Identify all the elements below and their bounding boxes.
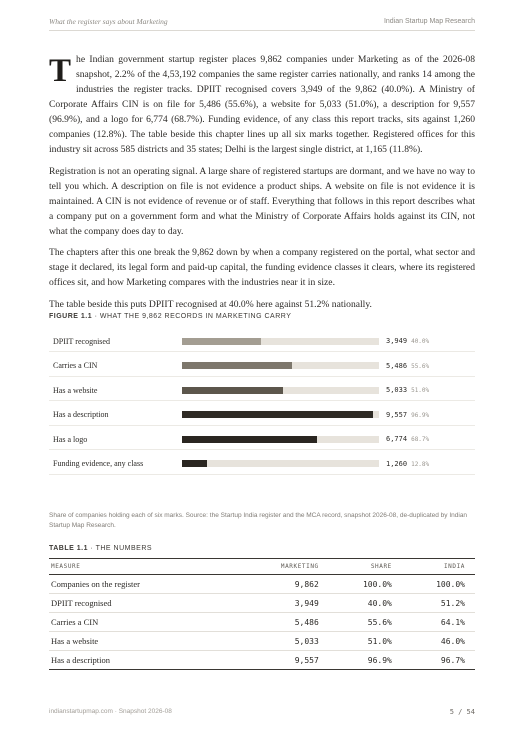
chart-bar-track [182, 362, 379, 369]
header-divider [49, 30, 475, 31]
chart-row [49, 356, 475, 376]
cell-india: 100.0% [402, 575, 475, 594]
chart-percent-label: 68.7% [411, 436, 430, 443]
page-footer [49, 708, 475, 716]
footer-source: indianstartupmap.com · Snapshot 2026-08 [49, 708, 172, 715]
table-label [49, 545, 152, 552]
chart-category-label: Funding evidence, any class [53, 459, 144, 468]
chart-count-label: 5,033 [386, 386, 408, 394]
running-head-title: What the register says about Marketing [49, 16, 168, 26]
paragraph-outline: The chapters after this one break the 9,862 down by when a company registered on the portal, what sector and stage it declared, its legal form and paid-up capital, the funding evidence classes it clears, where its registered offices sit, and how Marketing compares with the industries near it in size. [49, 247, 475, 288]
chart-category-label: Has a description [53, 410, 109, 419]
col-header-india: INDIA [402, 559, 475, 575]
table-number: TABLE 1.1 [49, 545, 88, 552]
paragraph-comparison: The table beside this puts DPIIT recognised at 40.0% here against 51.2% nationally. [49, 298, 372, 310]
chart-bar-track [182, 436, 379, 443]
col-header-share: SHARE [329, 559, 402, 575]
chart-percent-label: 55.6% [411, 362, 430, 370]
chart-percent-label: 12.8% [411, 460, 430, 468]
cell-india: 46.0% [402, 632, 475, 651]
chapter-body [49, 52, 475, 318]
paragraph-caveat: Registration is not an operating signal. A large share of registered startups are dormant, and we have no way to tell you which. A description on file is not evidence a product ships. A website on file is not evidence it is maintained. A CIN is not evidence of revenue or of staff. Everything that follows in this report describes what a company put on a government form and what the Ministry of Corporate Affairs holds against its CIN, not what the company does day to day. [49, 165, 475, 237]
cell-india: 51.2% [402, 594, 475, 613]
table-header-row [49, 559, 475, 575]
chart-bar [182, 362, 292, 369]
cell-marketing: 3,949 [239, 594, 329, 613]
chart-bar [182, 460, 207, 467]
figure-title: · WHAT THE 9,862 RECORDS IN MARKETING CARRY [92, 313, 292, 320]
table-row [49, 575, 475, 594]
cell-marketing: 9,862 [239, 575, 329, 594]
chart-value-label [386, 460, 429, 468]
chart-bar [182, 338, 261, 345]
chart-value-label [386, 362, 429, 370]
cell-share: 40.0% [329, 594, 402, 613]
cell-measure: DPIIT recognised [49, 594, 239, 613]
chart-row-divider [49, 474, 475, 475]
chart-row [49, 380, 475, 400]
table-title: · THE NUMBERS [88, 545, 153, 552]
chart-percent-label: 40.0% [411, 338, 430, 345]
cell-marketing: 9,557 [239, 651, 329, 670]
chart-row-divider [49, 425, 475, 426]
chart-percent-label: 51.0% [411, 387, 430, 394]
col-header-marketing: MARKETING [239, 559, 329, 575]
chart-category-label: DPIIT recognised [53, 336, 110, 346]
cell-measure: Has a description [49, 651, 239, 670]
running-head-publisher: Indian Startup Map Research [383, 17, 475, 25]
figure-number: FIGURE 1.1 [49, 313, 93, 320]
cell-measure: Has a website [49, 632, 239, 651]
chart-category-label: Has a website [53, 385, 98, 395]
chart-bar [182, 436, 317, 443]
table-row [49, 594, 475, 613]
chart-row-divider [49, 376, 475, 377]
cell-measure: Carries a CIN [49, 613, 239, 632]
chart-bar-track [182, 338, 379, 345]
cell-marketing: 5,486 [239, 613, 329, 632]
table-row [49, 651, 475, 670]
drop-cap: T [49, 53, 72, 89]
figure-caption: Share of companies holding each of six marks. Source: the Startup India register and the MCA record, snapshot 2026-08, de-duplicated by Indian Startup Map Research. [49, 512, 468, 529]
chart-row [49, 405, 475, 425]
chart-bar-track [182, 387, 379, 394]
chart-percent-label: 96.9% [411, 411, 430, 419]
cell-share: 96.9% [329, 651, 402, 670]
cell-share: 51.0% [329, 632, 402, 651]
cell-share: 100.0% [329, 575, 402, 594]
chart-row-divider [49, 449, 475, 450]
chart-value-label [386, 411, 429, 419]
chart-row [49, 429, 475, 449]
chart-value-label [386, 435, 429, 443]
page-number: 5 / 54 [449, 708, 475, 716]
chart-category-label: Has a logo [53, 434, 88, 444]
paragraph-intro [49, 52, 475, 157]
chart-count-label: 1,260 [386, 459, 408, 468]
numbers-table [49, 558, 475, 670]
chart-bar-track [182, 411, 379, 418]
cell-measure: Companies on the register [49, 575, 239, 594]
table-row [49, 613, 475, 632]
chart-bar [182, 411, 373, 418]
chart-count-label: 9,557 [386, 410, 408, 419]
chart-row-divider [49, 400, 475, 401]
chart-category-label: Carries a CIN [53, 361, 98, 370]
cell-marketing: 5,033 [239, 632, 329, 651]
paragraph-intro-text: he Indian government startup register places 9,862 companies under Marketing as of the 2026-08 snapshot, 2.2% of the 4,53,192 companies the same register carries nationally, and ranks 14 among the industries the register tracks. DPIIT recognised covers 3,949 of the 9,862 (40.0%). A Ministry of Corporate Affairs CIN is on file for 5,486 (55.6%), a website for 5,033 (51.0%), a description for 9,557 (96.9%), and a logo for 6,774 (68.7%). Funding evidence, of any class this report tracks, sits against 1,260 companies (12.8%). The table beside this chapter lines up all six marks together. Registered offices for this industry sit across 585 districts and 35 states; Delhi is the largest single district, at 1,165 (11.8%). [49, 54, 475, 155]
table-row [49, 632, 475, 651]
chart-bar-track [182, 460, 379, 467]
chart-count-label: 3,949 [386, 337, 408, 345]
chart-bar [182, 387, 283, 394]
col-header-measure: MEASURE [49, 559, 239, 575]
cell-india: 96.7% [402, 651, 475, 670]
figure-label [49, 313, 291, 320]
chart-row [49, 331, 475, 351]
chart-count-label: 6,774 [386, 435, 408, 443]
marks-bar-chart [49, 331, 475, 499]
cell-india: 64.1% [402, 613, 475, 632]
chart-count-label: 5,486 [386, 361, 408, 370]
chart-value-label [386, 337, 429, 345]
chart-row [49, 454, 475, 474]
chart-row-divider [49, 351, 475, 352]
cell-share: 55.6% [329, 613, 402, 632]
chart-value-label [386, 386, 429, 394]
running-head [49, 14, 475, 28]
